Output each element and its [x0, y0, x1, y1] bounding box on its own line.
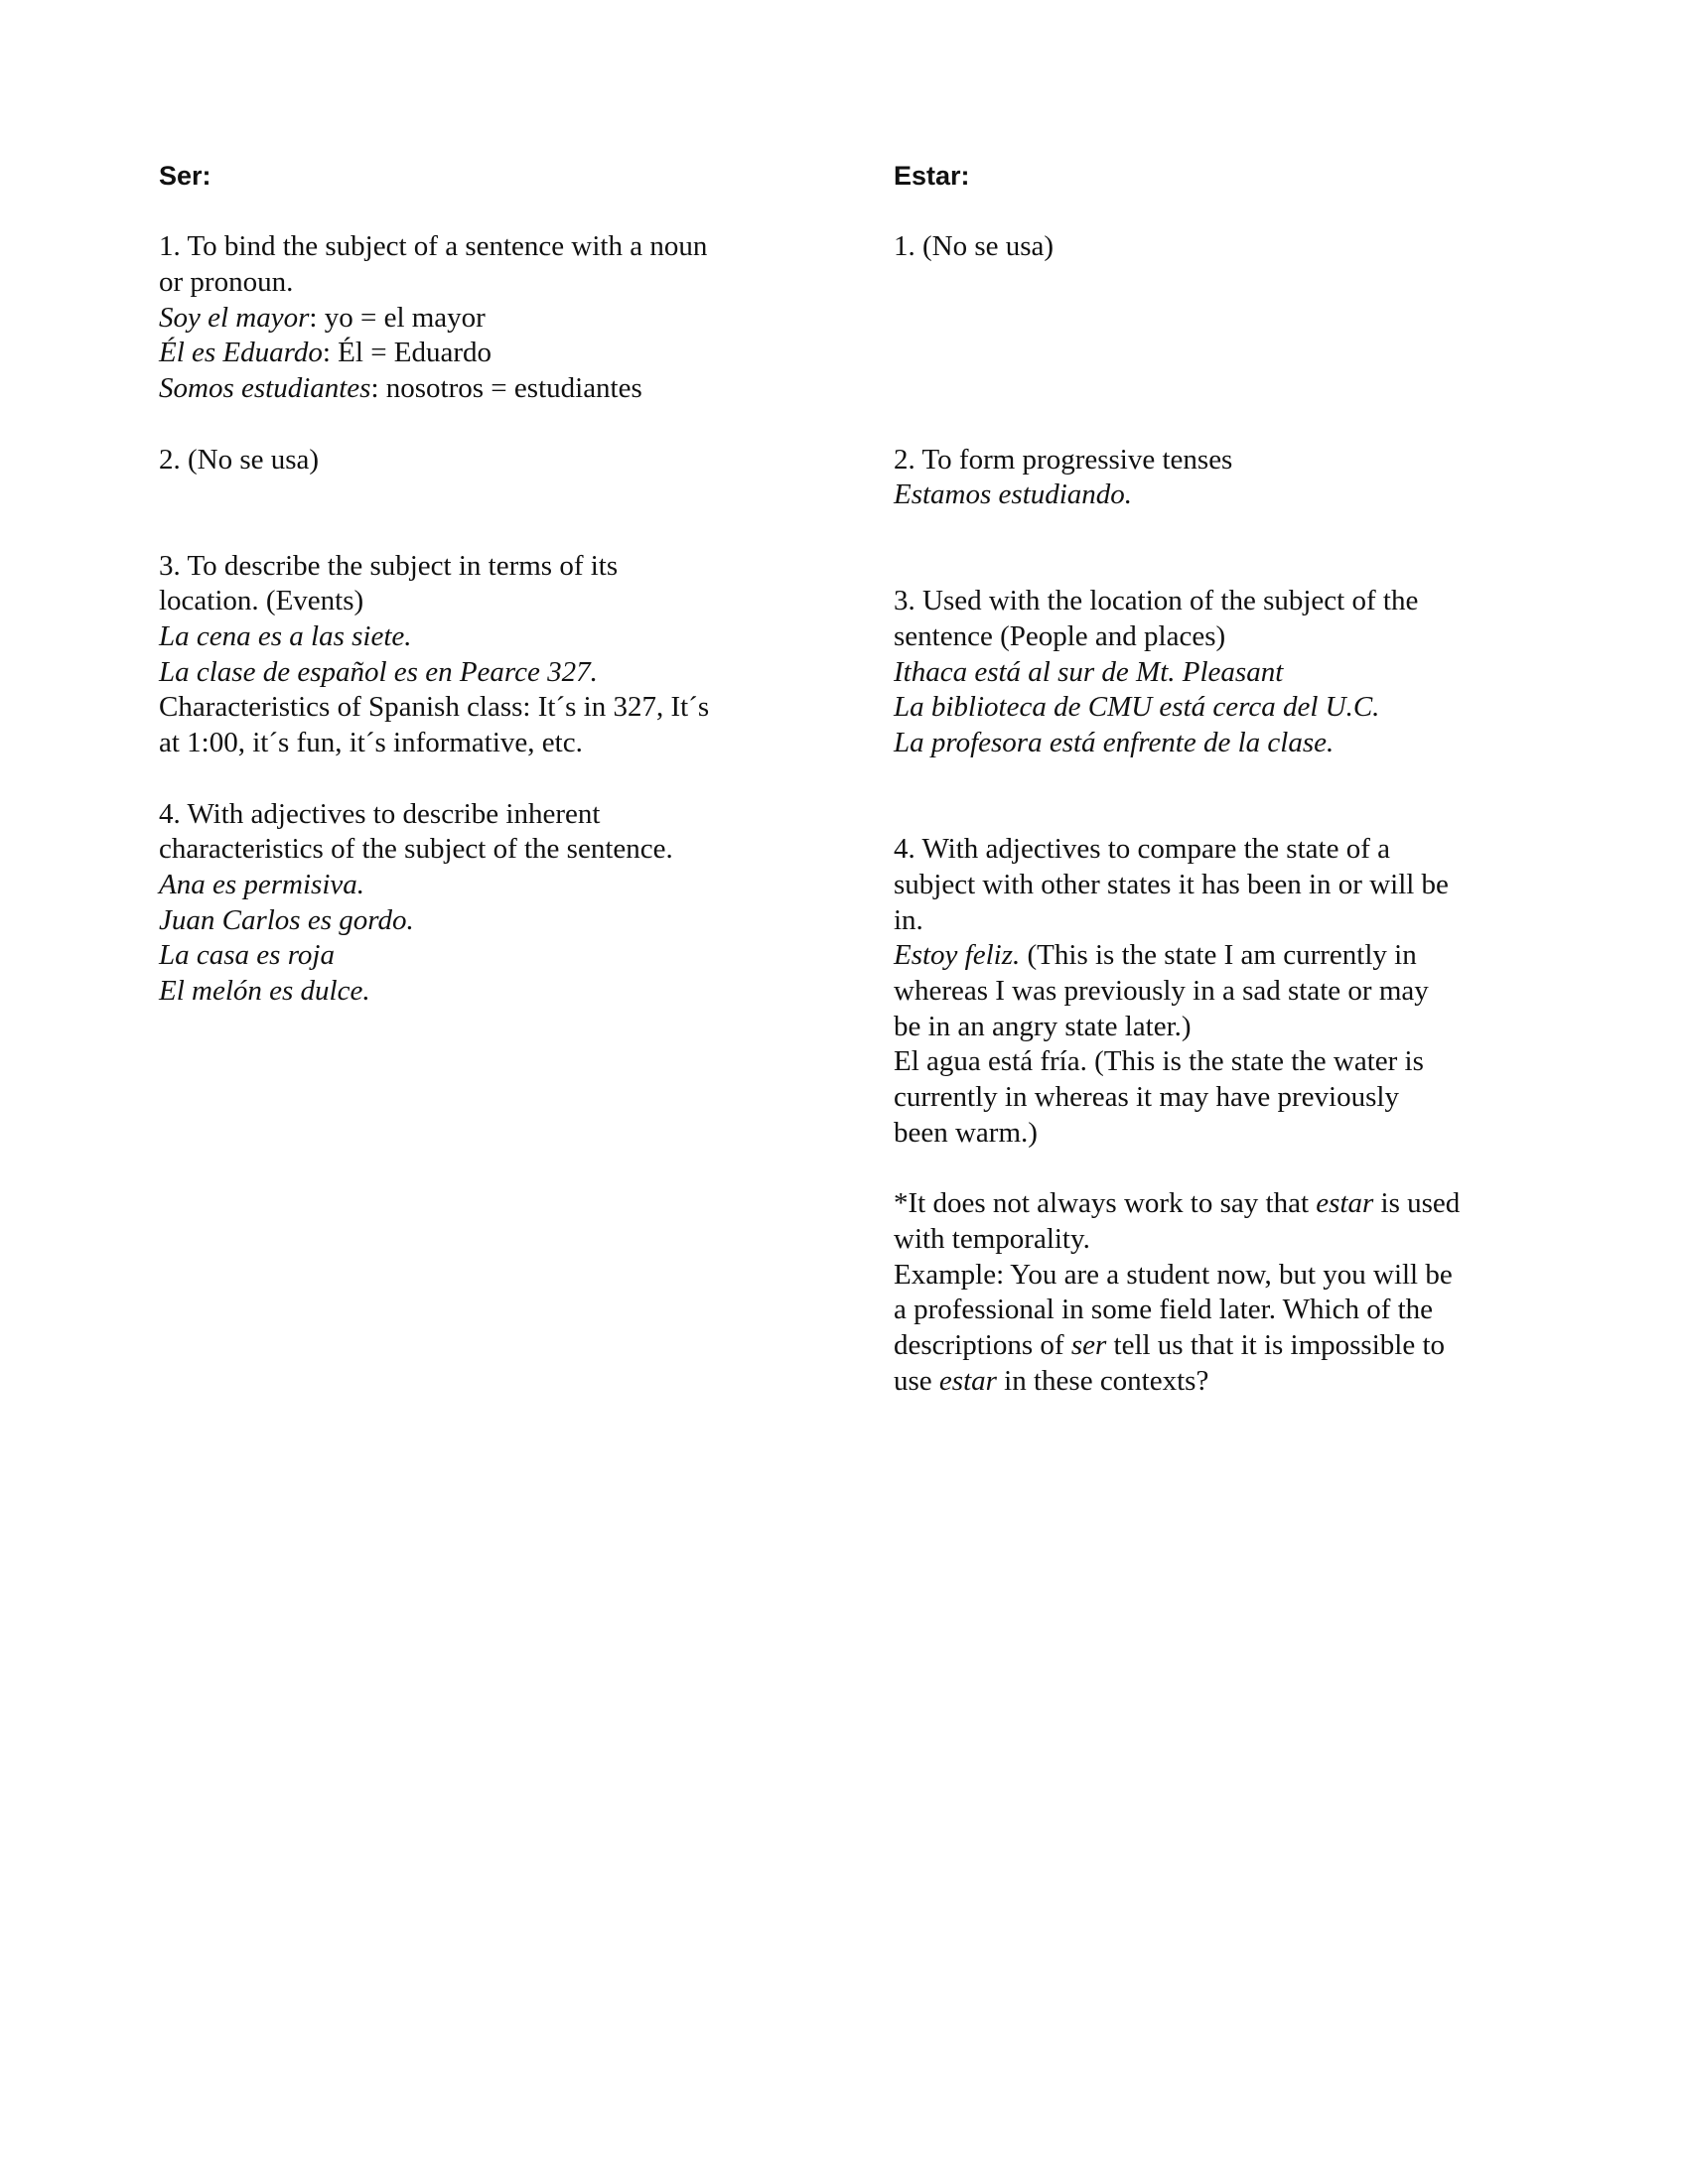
example: La cena es a las siete.: [159, 620, 412, 653]
example: Ithaca está al sur de Mt. Pleasant: [894, 655, 1284, 688]
example: whereas I was previously in a sad state or may: [894, 975, 1429, 1007]
estar-item-4: [894, 832, 1539, 1151]
example: La biblioteca de CMU está cerca del U.C.: [894, 691, 1380, 724]
example: La clase de español es en Pearce 327.: [159, 655, 598, 688]
example: Estamos estudiando.: [894, 478, 1133, 511]
item-title: 1. (No se usa): [894, 230, 1055, 263]
item-title: 2. (No se usa): [159, 443, 320, 476]
item-title: characteristics of the subject of the sentence.: [159, 833, 673, 866]
example: Somos estudiantes: nosotros = estudiantes: [159, 372, 642, 405]
item-title: or pronoun.: [159, 266, 294, 299]
note: Characteristics of Spanish class: It´s in 327, It´s: [159, 691, 710, 724]
example: Ana es permisiva.: [159, 868, 364, 900]
example: been warm.): [894, 1116, 1038, 1149]
estar-heading: Estar:: [894, 161, 970, 191]
item-title: sentence (People and places): [894, 620, 1226, 652]
example: La profesora está enfrente de la clase.: [894, 727, 1335, 759]
estar-item-1: [894, 229, 1539, 265]
estar-note: *It does not always work to say that estar is used with temporality. Example: You are a student now, but you will be a professional in some field later. Which of the descriptions of ser tell us that it is impossible to use estar in these contexts?: [894, 1187, 1461, 1397]
item-title: 4. With adjectives to compare the state of a: [894, 833, 1390, 866]
example: be in an angry state later.): [894, 1010, 1192, 1042]
item-title: 4. With adjectives to describe inherent: [159, 797, 601, 830]
item-title: location. (Events): [159, 585, 364, 617]
item-title: 1. To bind the subject of a sentence with a noun: [159, 230, 708, 263]
ser-heading: Ser:: [159, 161, 211, 191]
estar-item-3: [894, 584, 1539, 761]
item-title: 3. Used with the location of the subject of the: [894, 585, 1419, 617]
item-title: 3. To describe the subject in terms of its: [159, 549, 619, 582]
example: Soy el mayor: yo = el mayor: [159, 301, 486, 334]
example: Él es Eduardo: Él = Eduardo: [159, 337, 492, 369]
item-title: subject with other states it has been in or will be: [894, 868, 1449, 900]
example: Estoy feliz. (This is the state I am currently in: [894, 939, 1417, 972]
estar-item-2: [894, 443, 1539, 513]
note: at 1:00, it´s fun, it´s informative, etc.: [159, 727, 583, 759]
ser-item-1: [159, 229, 794, 407]
example: La casa es roja: [159, 939, 335, 972]
example: Juan Carlos es gordo.: [159, 903, 414, 936]
ser-item-4: [159, 797, 794, 1010]
example: El melón es dulce.: [159, 975, 370, 1008]
estar-column: [894, 159, 1539, 1399]
ser-column: [159, 159, 794, 1010]
example: El agua está fría. (This is the state the water is: [894, 1045, 1424, 1078]
ser-item-2: [159, 443, 794, 478]
item-title: 2. To form progressive tenses: [894, 443, 1233, 476]
item-title: in.: [894, 903, 923, 936]
ser-item-3: [159, 549, 794, 761]
example: currently in whereas it may have previously: [894, 1081, 1399, 1114]
